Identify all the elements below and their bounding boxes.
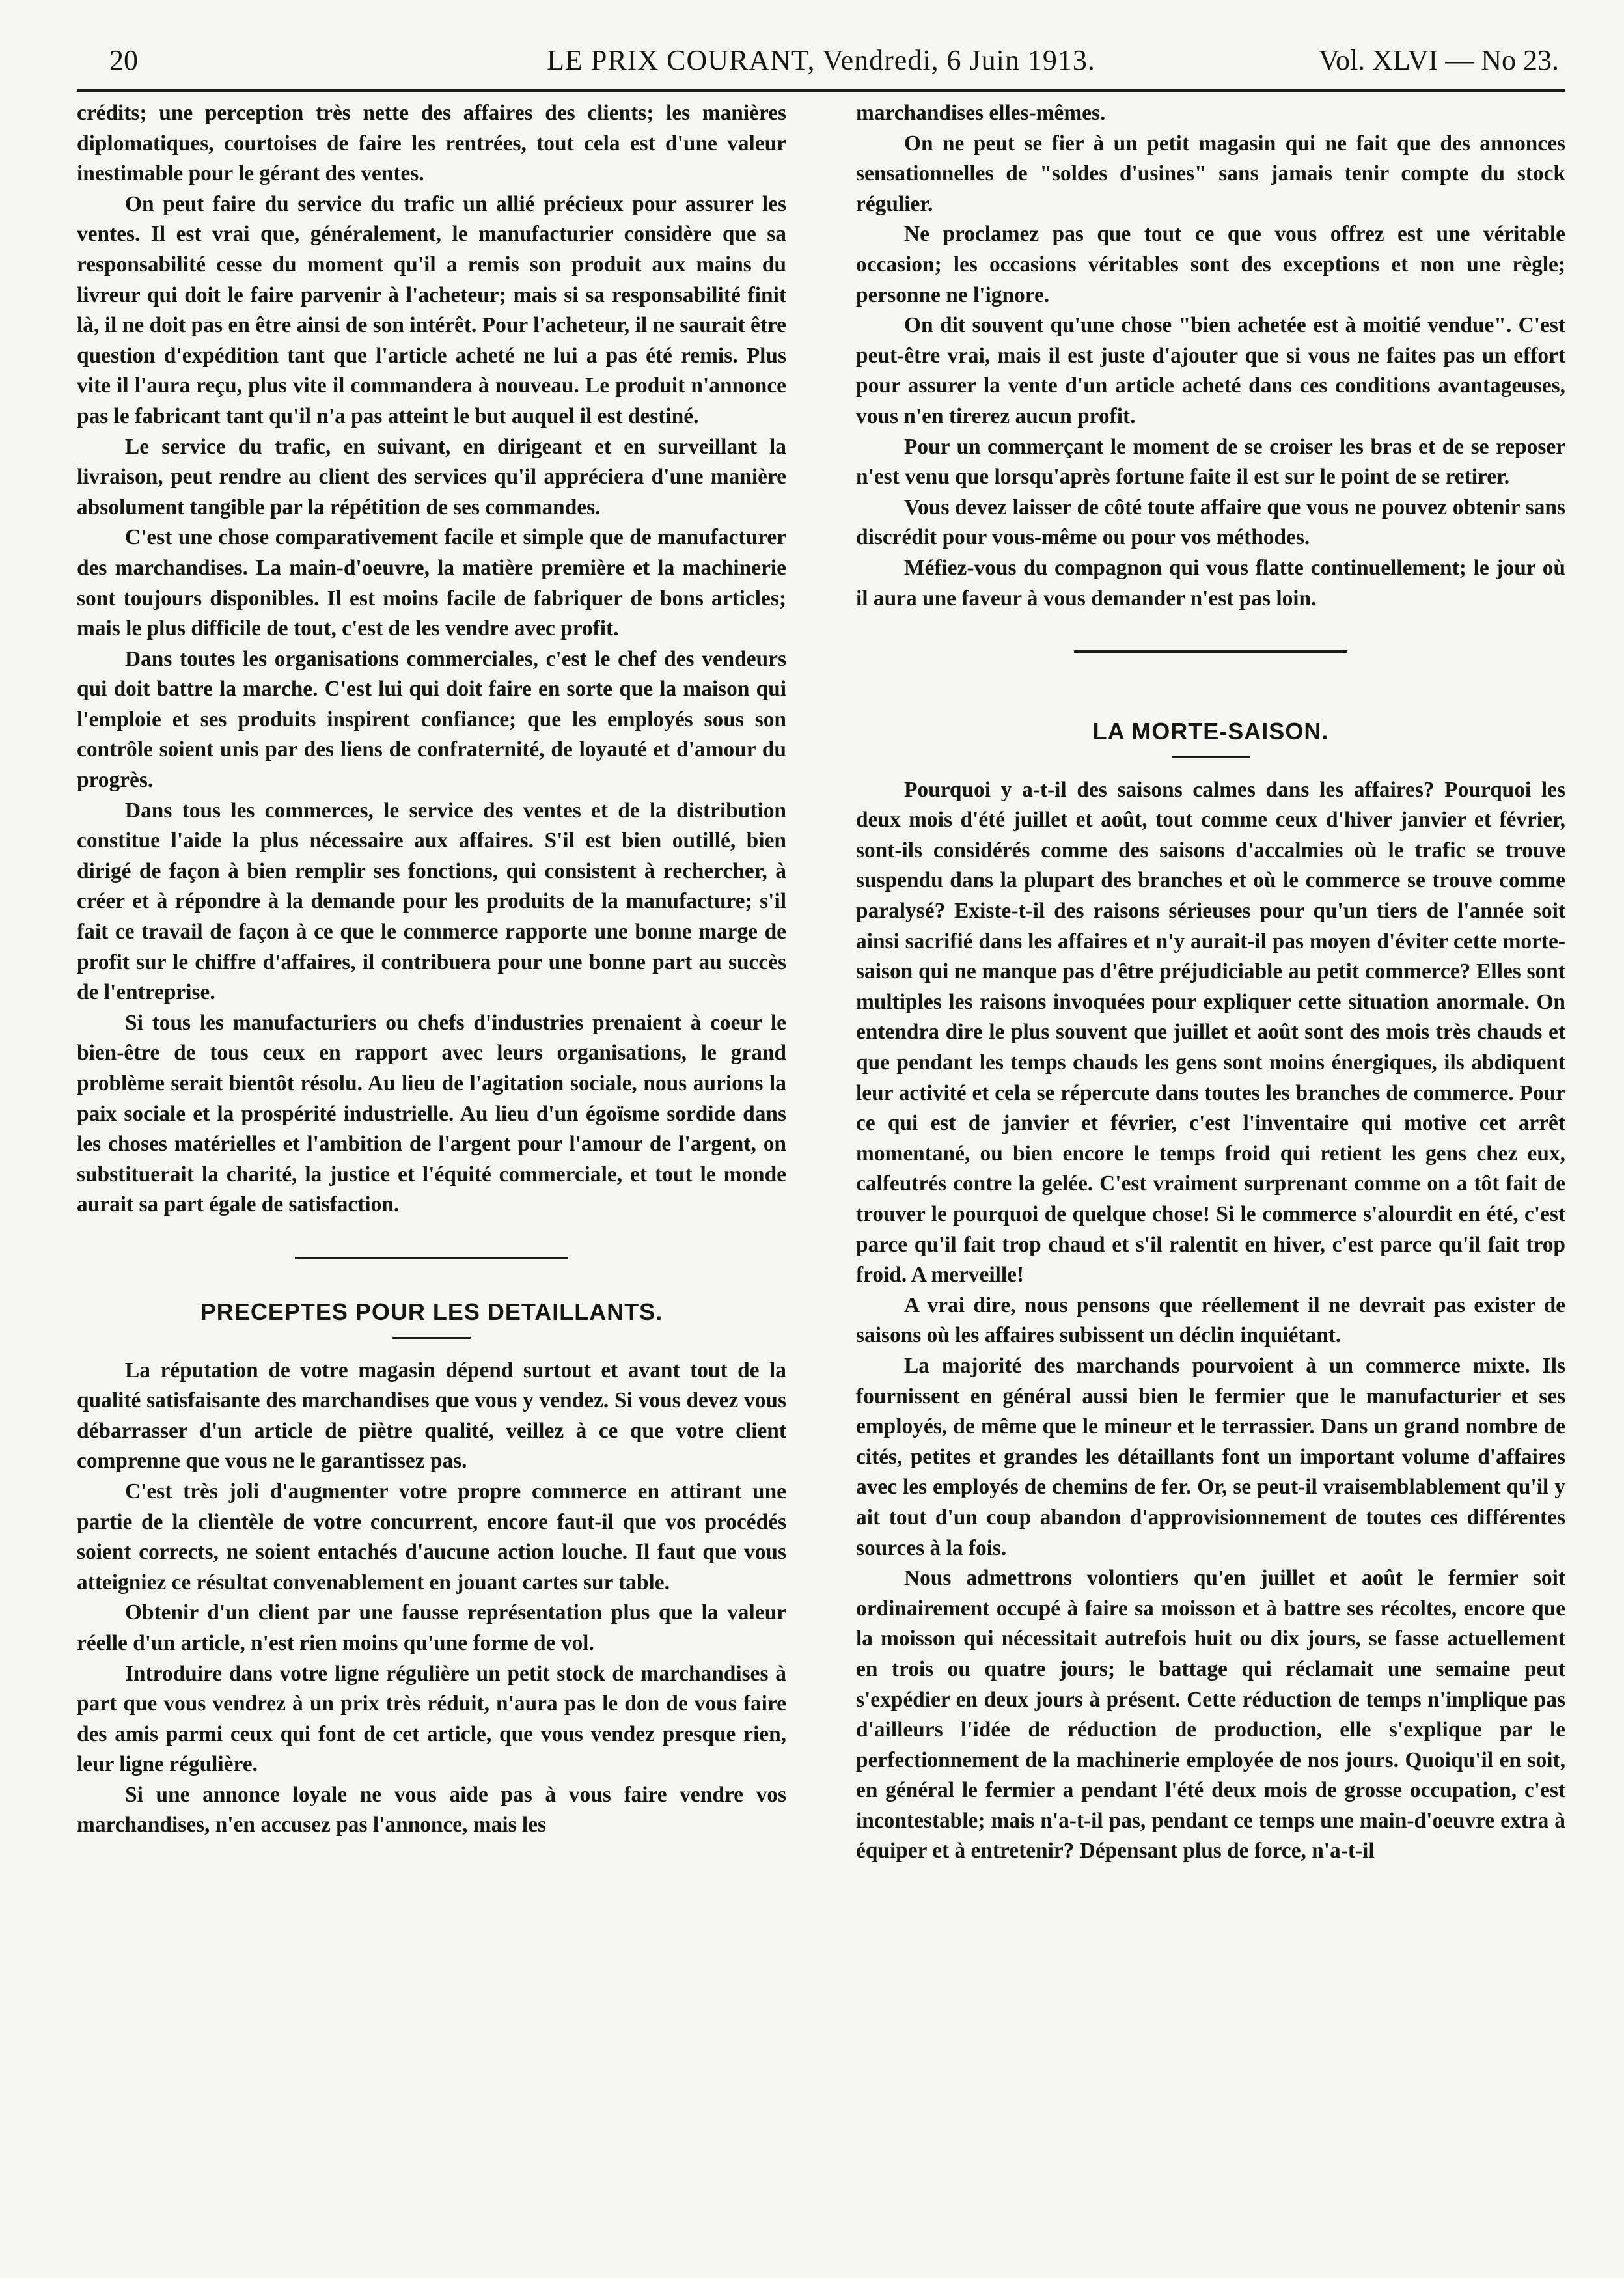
page-header <box>77 36 1565 85</box>
paragraph: Dans tous les commerces, le service des ventes et de la distribution constitue l'aide la plus nécessaire aux affaires. S'il est bien outillé, bien dirigé de façon à bien remplir ses fonctions, qui consistent à rechercher, à créer et à répondre à la demande pour les produits de la manufacture; s'il fait ce travail de façon à ce que le commerce rapporte une bonne marge de profit sur le chiffre d'affaires, il contribuera pour une bonne part au succès de l'entreprise. <box>77 798 786 1005</box>
paragraph: A vrai dire, nous pensons que réellement il ne devrait pas exister de saisons où les affaires subissent un déclin inquiétant. <box>856 1293 1565 1348</box>
paragraph: Méfiez-vous du compagnon qui vous flatte continuellement; le jour où il aura une faveur à vous demander n'est pas loin. <box>856 555 1565 611</box>
left-column <box>77 98 786 1867</box>
section-title: PRECEPTES POUR LES DETAILLANTS. <box>200 1298 663 1325</box>
paragraph: La majorité des marchands pourvoient à un commerce mixte. Ils fournissent en général aussi bien le fermier que le manufacturier et ses employés, de même que le mineur et le terrassier. Dans un grand nombre de cités, petites et grandes les détaillants font un important volume d'affaires avec les employés de chemins de fer. Or, se peut-il vraisemblablement qu'il y ait tout d'un coup abandon d'approvisionnement de toutes ces différentes sources à la fois. <box>856 1353 1565 1560</box>
paragraph: crédits; une perception très nette des affaires des clients; les manières diplomatiques, courtoises de faire les rentrées, tout cela est d'une valeur inestimable pour le gérant des ventes. <box>77 101 786 186</box>
paragraph: Obtenir d'un client par une fausse représentation plus que la valeur réelle d'un article, n'est rien moins qu'une forme de vol. <box>77 1600 786 1655</box>
paragraph: Pour un commerçant le moment de se croiser les bras et de se reposer n'est venu que lorsqu'après fortune faite il est sur le point de se retirer. <box>856 434 1565 489</box>
paragraph: Le service du trafic, en suivant, en dirigeant et en surveillant la livraison, peut rendre au client des services qu'il appréciera d'une manière absolument tangible par la répétition de ses commandes. <box>77 434 786 519</box>
paragraph: Pourquoi y a-t-il des saisons calmes dans les affaires? Pourquoi les deux mois d'été juillet et août, tout comme ceux d'hiver janvier et février, sont-ils considérés comme des saisons d'accalmies où le trafic se trouve suspendu dans la plupart des branches et où le commerce se trouve comme paralysé? Existe-t-il des raisons sérieuses pour qu'un tiers de l'année soit ainsi sacrifié dans les affaires et n'y aurait-il pas moyen d'éviter cette morte-saison qui ne manque pas d'être préjudiciable au petit commerce? Elles sont multiples les raisons invoquées pour expliquer cette situation anormale. On entendra dire le plus souvent que juillet et août sont des mois très chauds et que pendant les temps chauds les gens sont moins énergiques, ils abdiquent leur activité et cela se répercute dans toutes les branches de commerce. Pour ce qui est de janvier et février, c'est l'inventaire qui motive cet arrêt momentané, ou bien encore le temps froid qui retient les gens chez eux, calfeutrés contre la gelée. C'est vraiment surprenant comme on a tôt fait de trouver le pourquoi de quelque chose! Si le commerce s'alourdit en été, c'est parce qu'il fait trop chaud et s'il ralentit en hiver, c'est parce qu'il fait trop froid. A merveille! <box>856 777 1565 1287</box>
section-title: LA MORTE-SAISON. <box>1092 718 1329 745</box>
title-underline <box>392 1337 471 1339</box>
paragraph: C'est une chose comparativement facile et simple que de manufacturer des marchandises. La main-d'oeuvre, la matière première et la machinerie sont toujours disponibles. Il est moins facile de fabriquer de bons articles; mais le plus difficile de tout, c'est de les vendre avec profit. <box>77 525 786 641</box>
paragraph: Ne proclamez pas que tout ce que vous offrez est une véritable occasion; les occasions véritables sont des exceptions et non une règle; personne ne l'ignore. <box>856 222 1565 307</box>
columns <box>77 98 1565 1867</box>
paragraph: Nous admettrons volontiers qu'en juillet et août le fermier soit ordinairement occupé à faire sa moisson et à battre ses récoltes, encore que la moisson qui nécessitait autrefois huit ou dix jours, se fasse actuellement en trois ou quatre jours; le battage qui réclamait une semaine peut s'expédier en deux jours à présent. Cette réduction de temps n'implique pas d'ailleurs l'idée de réduction de production, elle s'explique par le perfectionnement de la machinerie employée de nos jours. Quoiqu'il en soit, en général le fermier a pendant l'été deux mois de grosse occupation, c'est incontestable; mais n'a-t-il pas, pendant ce temps une main-d'oeuvre extra à équiper et à entretenir? Dépensant plus de force, n'a-t-il <box>856 1566 1565 1863</box>
section-divider <box>1074 650 1347 653</box>
paragraph: marchandises elles-mêmes. <box>856 101 1106 125</box>
paragraph: On dit souvent qu'une chose "bien achetée est à moitié vendue". C'est peut-être vrai, mais il est juste d'ajouter que si vous ne faites pas un effort pour assurer la vente d'un article acheté dans ces conditions avantageuses, vous n'en tirerez aucun profit. <box>856 313 1565 428</box>
paragraph: On ne peut se fier à un petit magasin qui ne fait que des annonces sensationnelles de "soldes d'usines" sans jamais tenir compte du stock régulier. <box>856 131 1565 216</box>
paragraph: La réputation de votre magasin dépend surtout et avant tout de la qualité satisfaisante des marchandises que vous y vendez. Si vous devez vous débarrasser d'un article de piètre qualité, veillez à ce que votre client comprenne que vous ne le garantissez pas. <box>77 1358 786 1474</box>
paragraph: On peut faire du service du trafic un allié précieux pour assurer les ventes. Il est vrai que, généralement, le manufacturier considère que sa responsabilité cesse du moment qu'il a remis son produit aux mains du livreur qui doit le faire parvenir à l'acheteur; mais si sa responsabilité finit là, il ne doit pas en être ainsi de son intérêt. Pour l'acheteur, il ne saurait être question d'expédition tant que l'article acheté ne lui a pas été remis. Plus vite il l'aura reçu, plus vite il commandera à nouveau. Le produit n'annonce pas le fabricant tant qu'il n'a pas atteint le but auquel il est destiné. <box>77 191 786 428</box>
paragraph: Dans toutes les organisations commerciales, c'est le chef des vendeurs qui doit battre la marche. C'est lui qui doit faire en sorte que la maison qui l'emploie et ses produits inspirent confiance; que les employés sous son contrôle soient unis par des liens de confraternité, de loyauté et d'amour du progrès. <box>77 646 786 793</box>
section-divider <box>295 1257 568 1259</box>
masthead-title: LE PRIX COURANT, Vendredi, 6 Juin 1913. <box>547 44 1095 76</box>
page-number: 20 <box>109 44 138 76</box>
spacer <box>856 691 1565 717</box>
right-column <box>856 98 1565 1867</box>
paragraph: Vous devez laisser de côté toute affaire que vous ne pouvez obtenir sans discrédit pour vous-même ou pour vos méthodes. <box>856 495 1565 550</box>
paragraph: Si une annonce loyale ne vous aide pas à vous faire vendre vos marchandises, n'en accusez pas l'annonce, mais les <box>77 1782 786 1837</box>
header-rule <box>77 89 1565 92</box>
paragraph: Si tous les manufacturiers ou chefs d'industries prenaient à coeur le bien-être de tous ceux en rapport avec leurs organisations, le grand problème serait bientôt résolu. Au lieu de l'agitation sociale, nous aurions la paix sociale et la prospérité industrielle. Au lieu d'un égoïsme sordide dans les choses matérielles et l'ambition de l'argent pour l'amour de l'argent, on substituerait la charité, la justice et l'équité commerciale, et tout le monde aurait sa part égale de satisfaction. <box>77 1010 786 1217</box>
volume-number: Vol. XLVI — No 23. <box>1318 44 1559 76</box>
paragraph: C'est très joli d'augmenter votre propre commerce en attirant une partie de la clientèle de votre concurrent, encore faut-il que vos procédés soient corrects, ne soient entachés d'aucune action louche. Il faut que vous atteigniez ce résultat convenablement en jouant cartes sur table. <box>77 1479 786 1595</box>
title-underline <box>1172 756 1250 758</box>
paragraph: Introduire dans votre ligne régulière un petit stock de marchandises à part que vous vendrez à un prix très réduit, n'aura pas le don de vous faire des amis parmi ceux qui font de cet article, que vous vendez presque rien, leur ligne régulière. <box>77 1661 786 1777</box>
